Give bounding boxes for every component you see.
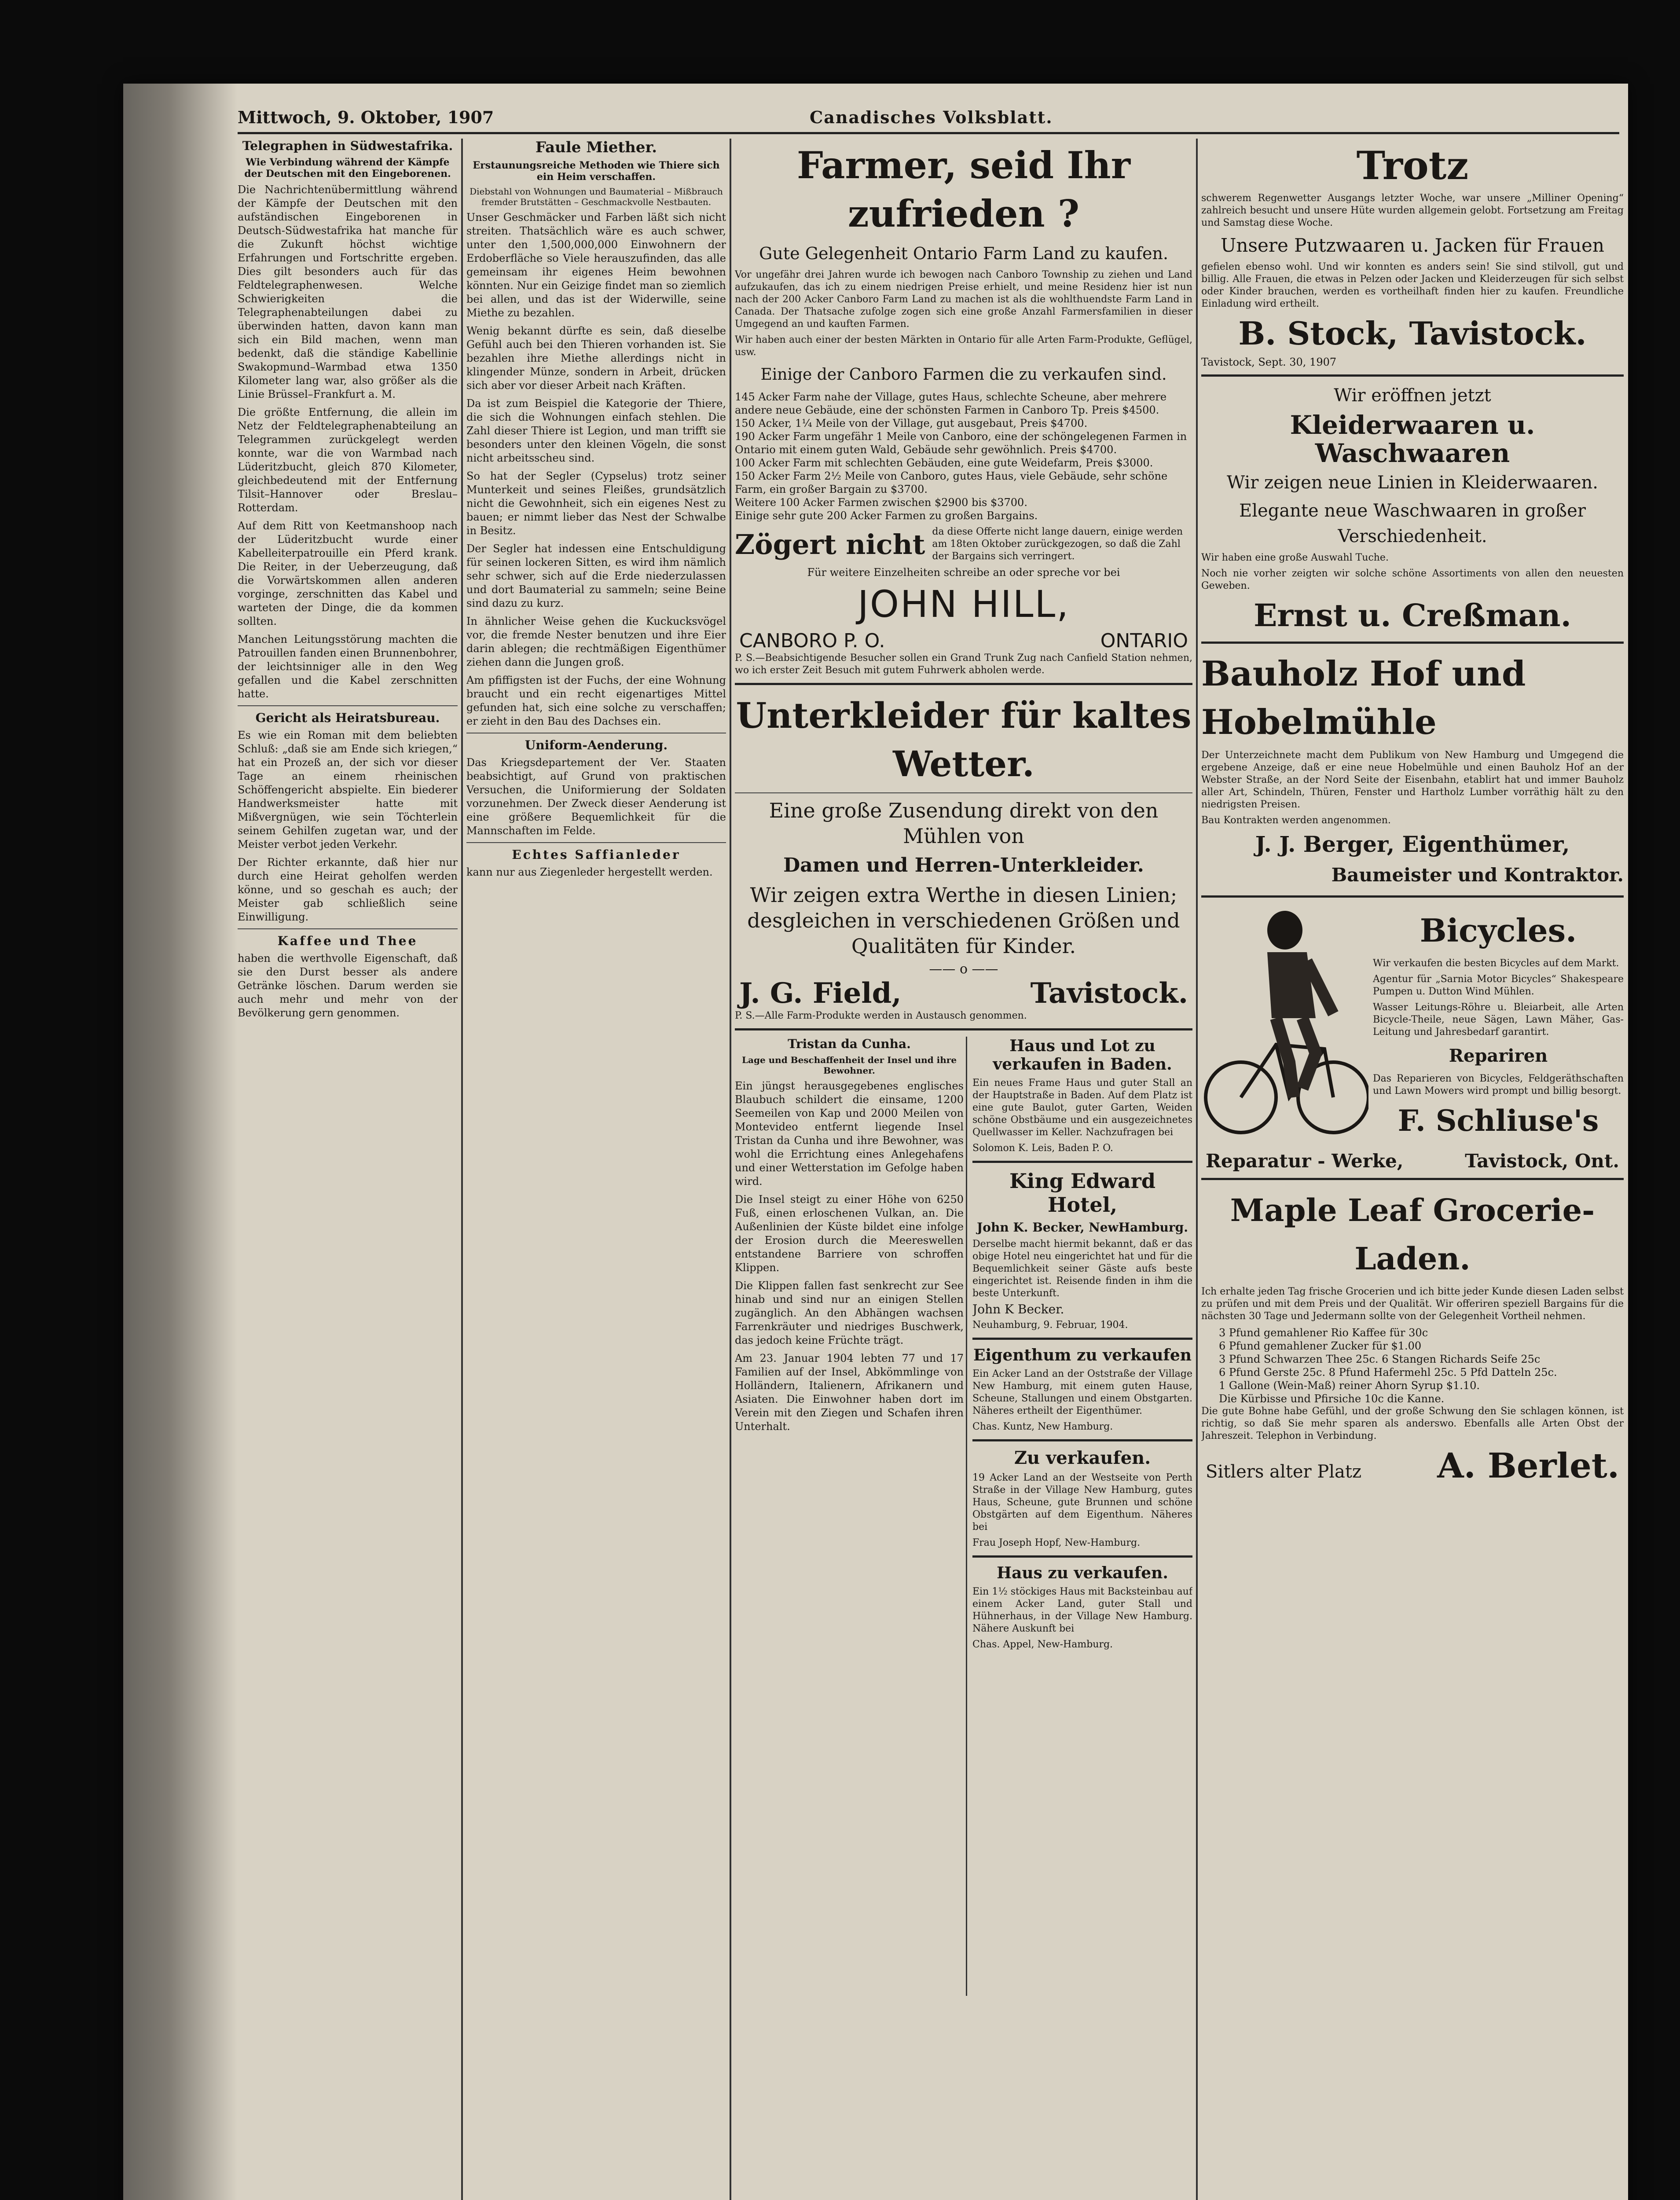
divider <box>972 1338 1192 1340</box>
trotz-text: schwerem Regenwetter Ausgangs letzter Woche, war unsere „Milliner Opening“ zahlreich besucht und unsere Hüte wurden allgemein gelobt. Fortsetzung am Freitag und Samstag diese Woche. <box>1201 193 1624 228</box>
bicycles-text: Das Reparieren von Bicycles, Feldgeräthschaften und Lawn Mowers wird prompt und billig besorgt. <box>1373 1073 1624 1096</box>
article-title: Gericht als Heiratsbureau. <box>255 711 440 725</box>
article-paragraph: Da ist zum Beispiel die Kategorie der Thiere, die sich die Wohnungen einfach stehlen. Die Zahl dieser Thiere ist Legion, und man trifft sie besonders unter den kleinen Vögeln, die sonst nicht arbeitsscheu sind. <box>466 397 726 464</box>
article-paragraph: Am pfiffigsten ist der Fuchs, der eine Wohnung braucht und ein recht eigenartiges Mittel gefunden hat, sich eine solche zu verschaffen; er zieht in den Bau des Dachses ein. <box>466 674 726 727</box>
unterkleider-text: Wir zeigen extra Werthe in diesen Linien; desgleichen in verschiedenen Größen und Qualitäten für Kinder. <box>747 883 1180 958</box>
article-paragraph: Wenig bekannt dürfte es sein, daß dieselbe Gefühl auch bei den Thieren vorhanden ist. Sie bezahlen ihre Miethe allerdings nicht in klingender Münze, sondern in Arbeit, drücken sich aber vor dieser Arbeit nach Kräften. <box>466 325 726 392</box>
newspaper-page <box>123 84 1628 2200</box>
article-paragraph: kann nur aus Ziegenleder hergestellt werden. <box>466 866 713 878</box>
price-list-item: Die Kürbisse und Pfirsiche 10c die Kanne. <box>1219 1393 1445 1405</box>
tristan-article <box>735 1037 964 1996</box>
maple-text: Ich erhalte jeden Tag frische Grocerien und ich bitte jeder Kunde diesen Laden selbst zu prüfen und mit dem Preis und der Qualität. Wir offeriren speziell Bargains für die nächsten 30 Tage und Jedermann sollte von der Gelegenheit Vortheil nehmen. <box>1201 1286 1624 1322</box>
article-paragraph: Manchen Leitungsstörung machten die Patrouillen fanden einen Brunnenbohrer, der leichtsinniger alle in den Weg gefallen und die Kabel zerschnitten hatte. <box>238 633 458 700</box>
stock-signature: B. Stock, Tavistock. <box>1238 315 1587 352</box>
sitlers-label: Sitlers alter Platz <box>1206 1462 1362 1482</box>
divider <box>735 683 1192 685</box>
divider <box>972 1555 1192 1558</box>
field-ad-signature <box>735 977 1192 1010</box>
article-paragraph: Die Klippen fallen fast senkrecht zur See hinab und sind nur an einigen Stellen zugänglich. An den Abhängen wachsen Farrenkräuter und niedriges Buschwerk, das jedoch keine Früchte trägt. <box>735 1280 964 1346</box>
price-list-item: 1 Gallone (Wein-Maß) reiner Ahorn Syrup $1.10. <box>1219 1379 1480 1392</box>
zoegert-heading: Zögert nicht <box>735 528 925 561</box>
address-province: ONTARIO <box>1100 630 1188 652</box>
advertiser-name: JOHN HILL, <box>858 583 1070 626</box>
farmer-ad-text: Wir haben auch einer der besten Märkten in Ontario für alle Arten Farm-Produkte, Geflügel, usw. <box>735 334 1192 358</box>
putz-text: gefielen ebenso wohl. Und wir konnten es anders sein! Sie sind stilvoll, gut und billig. Alle Frauen, die etwas in Pelzen oder Jacken und Kleiderzeugen für sich selbst oder Kinder brauchen, werden es vortheilhaft finden hier zu kaufen. Freundliche Einladung wird ertheilt. <box>1201 261 1624 309</box>
unterkleider-text: Eine große Zusendung direkt von den Mühlen von <box>769 799 1159 848</box>
maple-heading: Maple Leaf Grocerie-Laden. <box>1230 1192 1595 1277</box>
column-2 <box>466 139 726 2200</box>
town-label: Tavistock, Ont. <box>1465 1150 1619 1172</box>
divider <box>1201 374 1624 377</box>
farmer-ad-text: Vor ungefähr drei Jahren wurde ich bewogen nach Canboro Township zu ziehen und Land aufzukaufen, das ich zu einem niedrigen Preise erhielt, und meine Residenz hier ist nun nach der 200 Acker Canboro Farm Land zu machen ist als die wohlthuendste Farm Land in Canada. Der Thatsache zufolge zogen sich eine große Anzahl Farmersfamilien in dieser Umgegend an und kauften Farmen. <box>735 269 1192 330</box>
divider <box>1201 642 1624 644</box>
divider <box>972 1439 1192 1441</box>
farm-list-item: Einige sehr gute 200 Acker Farmen zu großen Bargains. <box>735 510 1038 522</box>
bicycles-heading: Bicycles. <box>1420 912 1577 949</box>
article-subtitle: Diebstahl von Wohnungen und Baumaterial – Mißbrauch fremder Brutstätten – Geschmackvolle Nestbauten. <box>470 186 723 207</box>
paper-name: Canadisches Volksblatt. <box>810 107 1053 127</box>
bicycles-text: Agentur für „Sarnia Motor Bicycles“ Shakespeare Pumpen u. Dutton Wind Mühlen. <box>1373 974 1624 997</box>
article-paragraph: Ein jüngst herausgegebenes englisches Blaubuch schildert die einsame, 1200 Seemeilen von Kap und 2000 Meilen von Montevideo entfernt liegende Insel Tristan da Cunha und ihre Bewohner, was wohl die Errichtung eines Anlegehafens und einer Wetterstation im Gefolge haben wird. <box>735 1080 964 1188</box>
advertiser-address <box>735 630 1192 652</box>
putz-heading: Unsere Putzwaaren u. Jacken für Frauen <box>1221 235 1604 256</box>
article-paragraph: haben die werthvolle Eigenschaft, daß sie den Durst besser als andere Getränke löschen. Darum werden sie auch mehr und mehr von der Bevölkerung gern genommen. <box>238 952 458 1019</box>
kleider-note: Wir haben eine große Auswahl Tuche. <box>1201 552 1389 563</box>
column-3-subcolumns <box>735 1037 1192 1996</box>
divider <box>238 928 458 929</box>
article-title: Kaffee und Thee <box>277 934 418 948</box>
divider <box>238 705 458 706</box>
issue-date: Mittwoch, 9. Oktober, 1907 <box>238 107 494 127</box>
farm-list-item: 100 Acker Farm mit schlechten Gebäuden, eine gute Weidefarm, Preis $3000. <box>735 457 1153 469</box>
article-subtitle: Erstaunungsreiche Methoden wie Thiere sich ein Heim verschaffen. <box>473 160 720 183</box>
article-paragraph: Das Kriegsdepartement der Ver. Staaten beabsichtigt, auf Grund von praktischen Versuchen, die Uniformierung der Soldaten vorzunehmen. Der Zweck dieser Aenderung ist eine größere Bequemlichkeit für die Mannschaften im Felde. <box>466 756 726 837</box>
kleider-heading: Kleiderwaaren u. Waschwaaren <box>1290 410 1535 468</box>
classified-text: Ein Acker Land an der Oststraße der Village New Hamburg, mit einem guten Hause, Scheune, Stallungen und einem Obstgarten. Näheres ertheilt der Eigenthümer. <box>972 1368 1192 1416</box>
ornament-divider: —— o —— <box>929 961 998 977</box>
article-paragraph: Der Richter erkannte, daß hier nur durch eine Heirat geholfen werden könne, und so geschah es auch; der Meister gab schließlich seine Einwilligung. <box>238 856 458 923</box>
farm-list-item: 150 Acker, 1¼ Meile von der Village, gut ausgebaut, Preis $4700. <box>735 417 1088 429</box>
divider <box>735 1028 1192 1030</box>
field-postscript: P. S.—Alle Farm-Produkte werden in Austausch genommen. <box>735 1010 1027 1021</box>
bicycles-ad <box>1201 904 1624 1150</box>
divider <box>1201 895 1624 898</box>
price-list-item: 6 Pfund Gerste 25c. 8 Pfund Hafermehl 25c. 5 Pfd Datteln 25c. <box>1219 1366 1557 1379</box>
classified-signature: Chas. Kuntz, New Hamburg. <box>972 1421 1113 1432</box>
classified-text: Ein 1½ stöckiges Haus mit Backsteinbau auf einem Acker Land, guter Stall und Hühnerhaus, in der Village New Hamburg. Nähere Auskunft bei <box>972 1586 1192 1634</box>
bauholz-text: Der Unterzeichnete macht dem Publikum von New Hamburg und Umgegend die ergebene Anzeige, daß er eine neue Hobelmühle und einen Bauholz Hof an der Webster Straße, an der Nord Seite der Eisenbahn, etablirt hat und immer Bauholz aller Art, Schindeln, Thüren, Fenster und Hartholz Lumber vorräthig hält zu den niedrigsten Preisen. <box>1201 750 1624 810</box>
classified-signature: Solomon K. Leis, Baden P. O. <box>972 1143 1113 1154</box>
trotz-heading: Trotz <box>1356 143 1469 188</box>
classified-signature: Frau Joseph Hopf, New-Hamburg. <box>972 1537 1141 1548</box>
classified-date: Neuhamburg, 9. Februar, 1904. <box>972 1320 1128 1331</box>
unterkleider-products: Damen und Herren-Unterkleider. <box>783 854 1144 876</box>
ernst-signature: Ernst u. Creßman. <box>1254 597 1571 634</box>
zoegert-text: da diese Offerte nicht lange dauern, einige werden am 18ten Oktober zurückgezogen, so daß die Zahl der Bargains sich verringert. <box>932 526 1183 562</box>
kleider-text: Elegante neue Waschwaaren in großer Verschiedenheit. <box>1239 501 1586 546</box>
article-title: Tristan da Cunha. <box>788 1037 911 1051</box>
article-paragraph: Die größte Entfernung, die allein im Netz der Feldtelegraphenabteilung an Telegrammen zurückgelegt werden konnte, war die von Warmbad nach Lüderitzbucht, gleich 870 Kilometer, gleichbedeutend mit der Entfernung Tilsit–Hannover oder Breslau–Rotterdam. <box>238 406 458 514</box>
farm-list-item: Weitere 100 Acker Farmen zwischen $2900 bis $3700. <box>735 496 1027 509</box>
article-paragraph: Es wie ein Roman mit dem beliebten Schluß: „daß sie am Ende sich kriegen,“ hat ein Prozeß an, der sich vor dieser Tage an einem rheinischen Schöffengericht abspielte. Ein biederer Handwerksmeister hatte mit Mißvergnügen, wie sein Töchterlein seinem Gehilfen zugetan war, und der Meister verbot jeden Verkehr. <box>238 729 458 851</box>
zoegert-block <box>735 526 1192 563</box>
subcolumn-rule <box>966 1037 967 1996</box>
column-rule <box>461 139 463 2200</box>
column-4 <box>1201 139 1624 2200</box>
farm-list-item: 190 Acker Farm ungefähr 1 Meile von Canboro, eine der schöngelegenen Farmen in Ontario mit einem guten Wald, Gebäude sehr gewöhnlich. Preis $4700. <box>735 430 1187 456</box>
column-rule <box>730 139 731 2200</box>
article-paragraph: Unser Geschmäcker und Farben läßt sich nicht streiten. Thatsächlich wäre es auch schwer, unter den 1,500,000,000 Einwohnern der Erdoberfläche so Viele herauszufinden, das alle gemeinsam ihr eigenes Heim bewohnen könnten. Nur ein Geizige findet man so ziemlich bei allen, und das ist der Widerwille, seine Miethe zu bezahlen. <box>466 211 726 319</box>
maple-text: Die gute Bohne habe Gefühl, und der große Schwung den Sie schlagen können, ist richtig, so daß Sie mehr sparen als anderswo. Ebenfalls alle Arten Obst der Jahreszeit. Telephon in Verbindung. <box>1201 1406 1624 1441</box>
eroffnen-heading: Wir eröffnen jetzt <box>1334 385 1491 406</box>
article-title: Echtes Saffianleder <box>512 847 681 862</box>
more-info: Für weitere Einzelheiten schreibe an oder spreche vor bei <box>807 566 1120 579</box>
kleider-text: Wir zeigen neue Linien in Kleiderwaaren. <box>1227 473 1598 493</box>
farmer-ad-title: Farmer, seid Ihr zufrieden ? <box>797 143 1130 235</box>
divider <box>1201 1178 1624 1180</box>
classifieds <box>972 1037 1192 1996</box>
masthead <box>238 106 1619 134</box>
reparieren-heading: Repariren <box>1449 1045 1548 1066</box>
kleider-note: Noch nie vorher zeigten wir solche schöne Assortiments von allen den neuesten Geweben. <box>1201 568 1624 591</box>
price-list-item: 6 Pfund gemahlener Zucker für $1.00 <box>1219 1340 1422 1352</box>
bicycles-text: Wir verkaufen die besten Bicycles auf dem Markt. <box>1373 958 1619 969</box>
classified-title: Haus zu verkaufen. <box>997 1564 1168 1582</box>
divider <box>735 792 1192 793</box>
classified-text: Ein neues Frame Haus und guter Stall an der Hauptstraße in Baden. Auf dem Platz ist eine gute Baulot, guter Garten, Weiden schöne Obstbäume und ein ausgezeichnetes Quellwasser im Keller. Nachzufragen bei <box>972 1078 1192 1138</box>
article-title: Telegraphen in Südwestafrika. <box>242 139 453 153</box>
classified-signature: Chas. Appel, New-Hamburg. <box>972 1639 1113 1650</box>
farm-list-item: 145 Acker Farm nahe der Village, gutes Haus, schlechte Scheune, aber mehrere andere neue Gebäude, eine der schönsten Farmen in Canboro Tp. Preis $4500. <box>735 391 1167 416</box>
column-3 <box>735 139 1192 2200</box>
classified-title: King Edward Hotel, <box>1009 1169 1156 1217</box>
schliuse-address <box>1201 1150 1624 1172</box>
article-paragraph: Die Insel steigt zu einer Höhe von 6250 Fuß, einen erloschenen Vulkan, an. Die Außenlinien der Küste bildet eine infolge der Erosion durch die Meereswellen entstandene Barriere von schroffen Klippen. <box>735 1193 964 1274</box>
farm-list-heading: Einige der Canboro Farmen die zu verkaufen sind. <box>760 366 1167 384</box>
berlet-signature-row <box>1201 1446 1624 1486</box>
classified-subtitle: John K. Becker, NewHamburg. <box>977 1220 1188 1235</box>
article-title: Uniform-Aenderung. <box>525 738 668 752</box>
berlet-signature: A. Berlet. <box>1437 1446 1619 1486</box>
ad-postscript: P. S.—Beabsichtigende Besucher sollen ein Grand Trunk Zug nach Canfield Station nehmen, wo ich erster Zeit Besuch mit gutem Fuhrwerk abholen werde. <box>735 653 1192 676</box>
article-paragraph: Auf dem Ritt von Keetmanshoop nach der Lüderitzbucht wurde einer Kabelleiterpatrouille ein Pferd krank. Die Reiter, in der Ueberzeugung, daß die Vorwärtskommen allen anderen vorginge, zerschnitten das Kabel und warteten der Dinge, die da kommen sollten. <box>238 520 458 627</box>
berger-signature: J. J. Berger, Eigenthümer, <box>1255 831 1570 857</box>
address-town: CANBORO P. O. <box>739 630 885 652</box>
torn-page-edge <box>123 84 238 2200</box>
stock-date: Tavistock, Sept. 30, 1907 <box>1201 356 1337 368</box>
classified-text: 19 Acker Land an der Westseite von Perth Straße in der Village New Hamburg, gutes Haus, Scheune, gute Brunnen und schöne Obstgärten auf dem Eigenthum. Näheres bei <box>972 1472 1192 1533</box>
article-paragraph: Die Nachrichtenübermittlung während der Kämpfe der Deutschen mit den aufständischen Eingeborenen in Deutsch-Südwestafrika hat manche für die Zukunft höchst wichtige Erfahrungen und Fortschritte ergeben. Dies gilt besonders auch für das Feldtelegraphenwesen. Welche Schwierigkeiten die Telegraphenabteilungen dabei zu überwinden hatten, davon kann man sich ein Bild machen, wenn man bedenkt, daß die ständige Kabellinie Swakopmund–Warmbad etwa 1350 Kilometer lang war, also größer als die Linie Brüssel–Frankfurt a. M. <box>238 183 458 400</box>
article-paragraph: So hat der Segler (Cypselus) trotz seiner Munterkeit und seines Fleißes, grundsätzlich nicht die Gewohnheit, sich ein eigenes Nest zu bauen; er nimmt lieber das Nest der Schwalbe in Besitz. <box>466 470 726 537</box>
farm-list <box>735 390 1192 522</box>
bicycle-rider-icon <box>1201 904 1368 1150</box>
article-paragraph: In ähnlicher Weise gehen die Kuckucksvögel vor, die fremde Nester benutzen und ihre Eier darin ablegen; die rechtmäßigen Eigenthümer ziehen dann die Jungen groß. <box>466 615 726 668</box>
farm-list-item: 150 Acker Farm 2½ Meile von Canboro, gutes Haus, viele Gebäude, sehr schöne Farm, ein großer Bargain zu $3700. <box>735 470 1168 495</box>
price-list-item: 3 Pfund gemahlener Rio Kaffee für 30c <box>1219 1327 1428 1339</box>
price-list-item: 3 Pfund Schwarzen Thee 25c. 6 Stangen Richards Seife 25c <box>1219 1353 1541 1365</box>
field-town: Tavistock. <box>1030 977 1188 1010</box>
classified-title: Haus und Lot zu verkaufen in Baden. <box>993 1037 1172 1074</box>
column-1 <box>238 139 458 2200</box>
article-subtitle: Lage und Beschaffenheit der Insel und ihre Bewohner. <box>741 1055 957 1076</box>
classified-title: Eigenthum zu verkaufen <box>973 1346 1192 1364</box>
farmer-ad-subtitle: Gute Gelegenheit Ontario Farm Land zu kaufen. <box>759 244 1169 263</box>
article-subtitle: Wie Verbindung während der Kämpfe der Deutschen mit den Eingeborenen. <box>244 157 451 180</box>
bauholz-text: Bau Kontrakten werden angenommen. <box>1201 815 1391 826</box>
divider <box>466 842 726 843</box>
schliuse-signature: F. Schliuse's <box>1398 1104 1599 1138</box>
classified-text: Derselbe macht hiermit bekannt, daß er das obige Hotel neu eingerichtet hat und für die Bequemlichkeit seiner Gäste aufs beste eingerichtet ist. Reisende finden in ihm die beste Unterkunft. <box>972 1239 1192 1299</box>
bicycles-text: Wasser Leitungs-Röhre u. Bleiarbeit, alle Arten Bicycle-Theile, neue Sägen, Lawn Mäher, Gas-Leitung und Jahresbedarf garantirt. <box>1373 1002 1624 1038</box>
field-name: J. G. Field, <box>739 977 902 1010</box>
bauholz-heading: Bauholz Hof und Hobelmühle <box>1201 654 1526 742</box>
column-rule <box>1196 139 1198 2200</box>
divider <box>972 1161 1192 1163</box>
article-title: Faule Miether. <box>535 139 657 156</box>
maple-price-list <box>1201 1326 1624 1405</box>
classified-title: Zu verkaufen. <box>1014 1448 1151 1468</box>
berger-title: Baumeister und Kontraktor. <box>1331 864 1624 886</box>
article-paragraph: Am 23. Januar 1904 lebten 77 und 17 Familien auf der Insel, Abkömmlinge von Holländern, Italienern, Afrikanern und Asiaten. Die Einwohner haben dort im Verein mit den Ziegen und Schafen ihren Unterhalt. <box>735 1352 964 1433</box>
unterkleider-title: Unterkleider für kaltes Wetter. <box>736 695 1192 785</box>
article-paragraph: Der Segler hat indessen eine Entschuldigung für seinen lockeren Sitten, es wird ihm nämlich sehr schwer, sich auf die Erde niederzulassen und dort Baumaterial zu sammeln; seine Beine sind dazu zu kurz. <box>466 543 726 609</box>
reparatur-label: Reparatur - Werke, <box>1206 1150 1404 1172</box>
classified-signature: John K Becker. <box>972 1302 1064 1316</box>
